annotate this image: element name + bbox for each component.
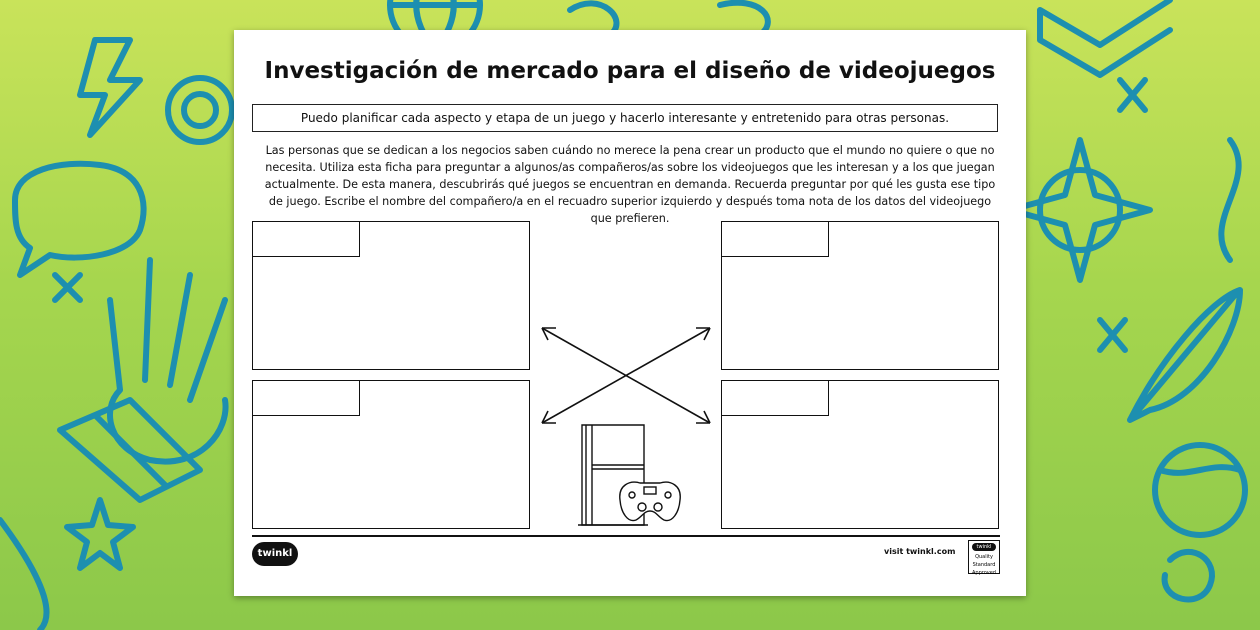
page-title: Investigación de mercado para el diseño de videojuegos xyxy=(264,58,996,84)
answer-box-top-right[interactable] xyxy=(721,221,999,370)
hand-icon xyxy=(110,260,226,462)
name-field-top-left[interactable] xyxy=(252,221,360,257)
cross-icon xyxy=(1120,80,1145,110)
badge-text: Quality Standard Approved xyxy=(972,554,996,576)
star-icon xyxy=(67,500,133,568)
name-field-bottom-left[interactable] xyxy=(252,380,360,416)
answer-box-top-left[interactable] xyxy=(252,221,530,370)
footer-divider xyxy=(252,535,1000,537)
telescope-icon xyxy=(60,400,200,500)
twinkl-logo: twinkl xyxy=(252,542,298,566)
name-field-bottom-right[interactable] xyxy=(721,380,829,416)
lightning-icon xyxy=(80,40,140,135)
feather-icon xyxy=(1130,290,1240,420)
speech-bubble-icon xyxy=(15,164,144,275)
compass-icon xyxy=(1010,140,1150,280)
ring-icon xyxy=(168,78,232,142)
learning-objective: Puedo planificar cada aspecto y etapa de un juego y hacerlo interesante y entretenido para otras personas. xyxy=(252,104,998,132)
visit-link[interactable]: visit twinkl.com xyxy=(884,547,956,556)
answer-box-bottom-right[interactable] xyxy=(721,380,999,529)
worksheet xyxy=(234,30,1026,596)
badge-logo: twinkl xyxy=(972,543,996,551)
answer-box-bottom-left[interactable] xyxy=(252,380,530,529)
game-controller-icon xyxy=(620,482,680,520)
instructions-text: Las personas que se dedican a los negocios saben cuándo no merece la pena crear un producto que el mundo no quiere o que no necesita. Utiliza esta ficha para preguntar a algunos/as compañeros/as sobre los videojuegos que les interesan y a los que juegan actualmente. De esta manera, descubrirás qué juegos se encuentran en demanda. Recuerda preguntar por qué les gusta ese tipo de juego. Escribe el nombre del compañero/a en el recuadro superior izquierdo y después toma nota de los datos del videojuego que prefieren. xyxy=(264,144,996,225)
swirl-icon xyxy=(1165,552,1212,600)
book-icon xyxy=(1040,0,1170,75)
globe-icon xyxy=(1155,445,1245,535)
quality-badge xyxy=(968,540,1000,574)
name-field-top-right[interactable] xyxy=(721,221,829,257)
console-illustration xyxy=(532,315,722,535)
